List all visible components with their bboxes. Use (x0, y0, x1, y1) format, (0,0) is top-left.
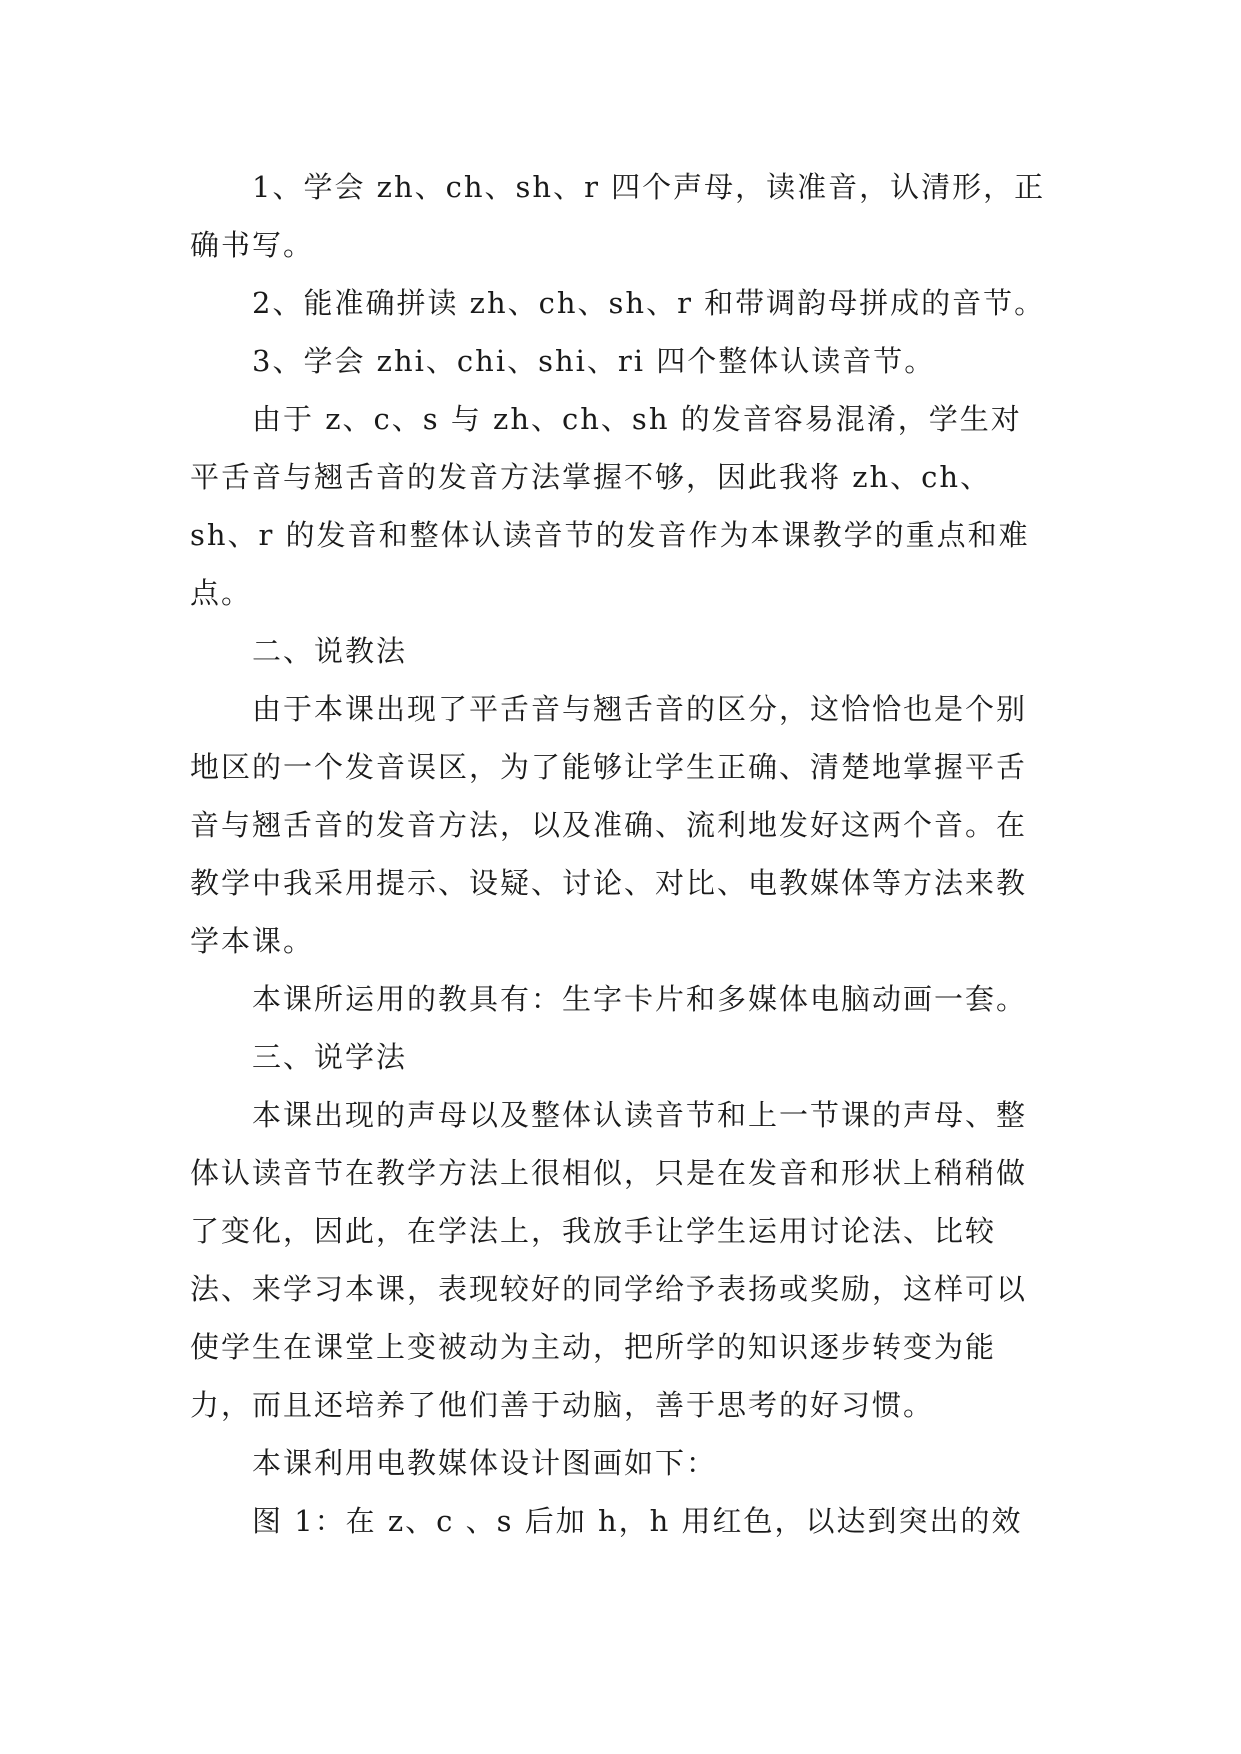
heading-teaching-method: 二、说教法 (252, 634, 408, 668)
paragraph-figure-1: 图 1：在 z、c 、s 后加 h，h 用红色，以达到突出的效 (252, 1504, 1023, 1538)
document-page (190, 158, 1050, 1550)
paragraph-objective-2: 2、能准确拼读 zh、ch、sh、r 和带调韵母拼成的音节。 (252, 286, 1046, 320)
paragraph-teaching-method: 由于本课出现了平舌音与翘舌音的区分，这恰恰也是个别地区的一个发音误区，为了能够让学生正确、清楚地掌握平舌音与翘舌音的发音方法，以及准确、流利地发好这两个音。在教学中我采用提示、设疑、讨论、对比、电教媒体等方法来教学本课。 (190, 692, 1028, 958)
paragraph-learning-method: 本课出现的声母以及整体认读音节和上一节课的声母、整体认读音节在教学方法上很相似，只是在发音和形状上稍稍做了变化，因此，在学法上，我放手让学生运用讨论法、比较法、来学习本课，表现较好的同学给予表扬或奖励，这样可以使学生在课堂上变被动为主动，把所学的知识逐步转变为能力，而且还培养了他们善于动脑，善于思考的好习惯。 (190, 1098, 1028, 1422)
paragraph-objective-3: 3、学会 zhi、chi、shi、ri 四个整体认读音节。 (252, 344, 936, 378)
paragraph-objective-1: 1、学会 zh、ch、sh、r 四个声母，读准音，认清形，正确书写。 (190, 170, 1046, 262)
paragraph-media-design: 本课利用电教媒体设计图画如下： (252, 1446, 718, 1480)
paragraph-teaching-aids: 本课所运用的教具有：生字卡片和多媒体电脑动画一套。 (252, 982, 1028, 1016)
heading-learning-method: 三、说学法 (252, 1040, 408, 1074)
paragraph-key-points: 由于 z、c、s 与 zh、ch、sh 的发音容易混淆，学生对平舌音与翘舌音的发音方法掌握不够，因此我将 zh、ch、sh、r 的发音和整体认读音节的发音作为本课教学的重点和难点。 (190, 402, 1030, 610)
